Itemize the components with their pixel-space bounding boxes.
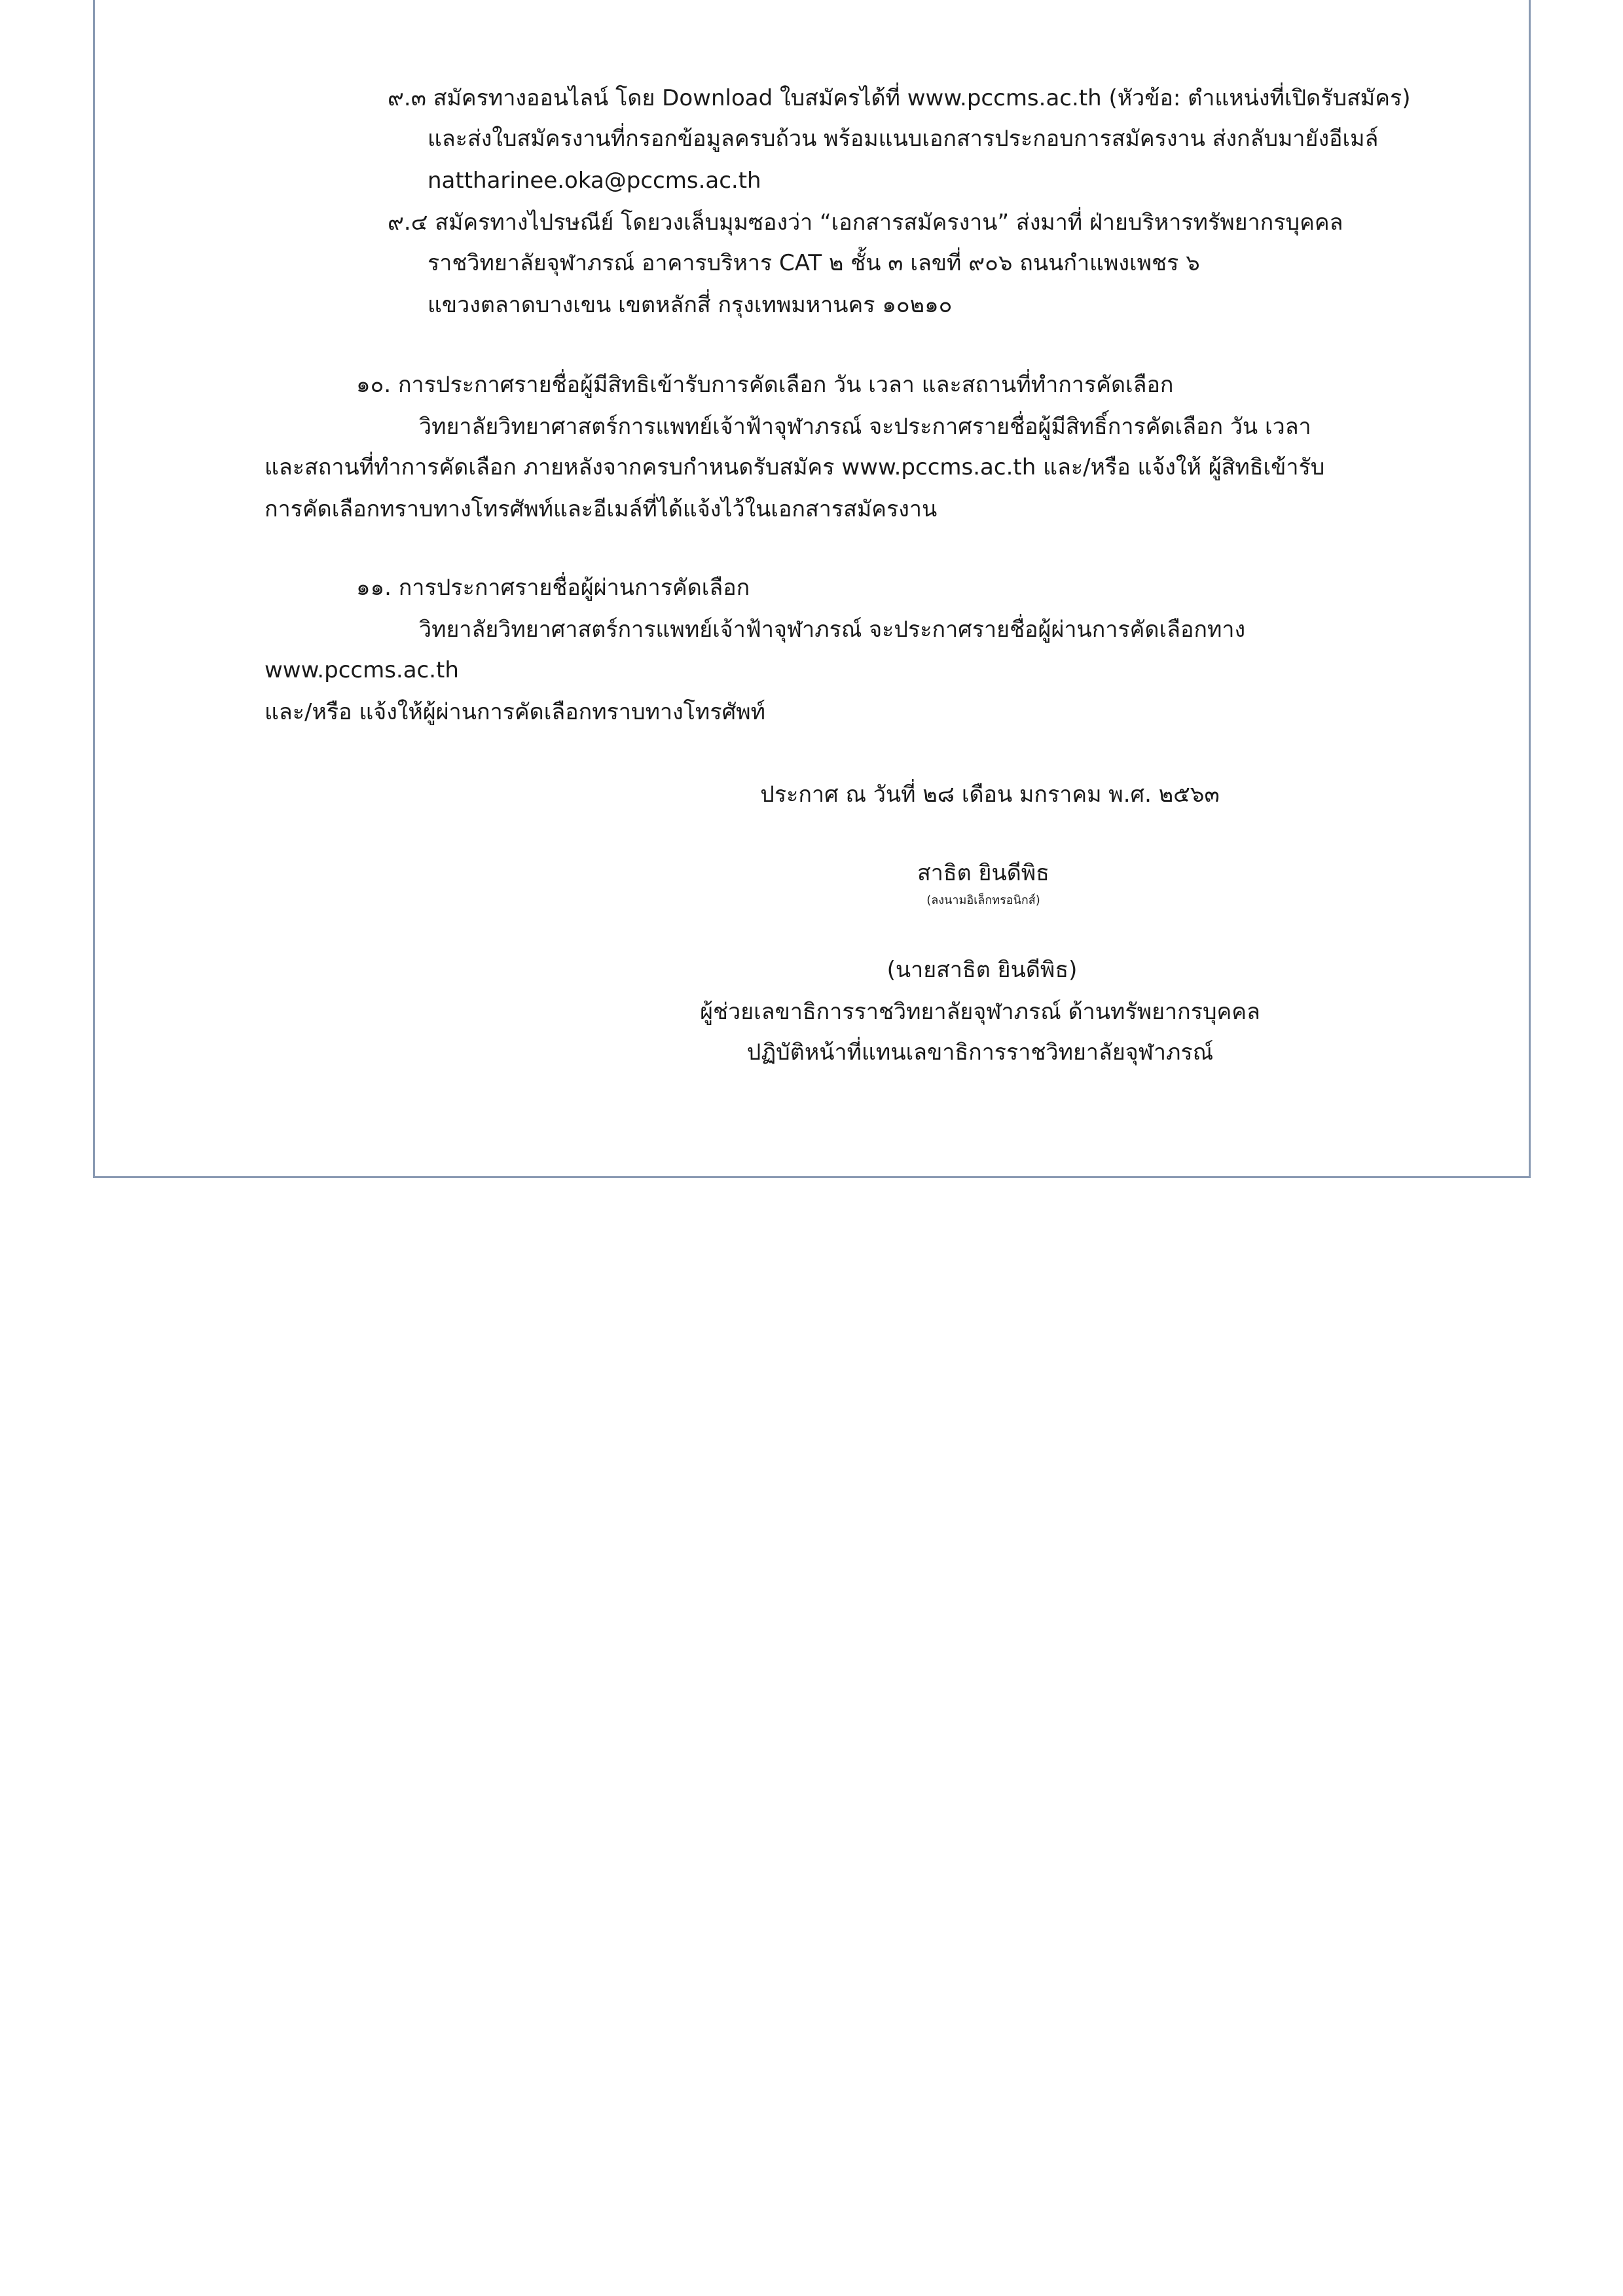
item-9-3-line-2: และส่งใบสมัครงานที่กรอกข้อมูลครบถ้วน พร้อมแนบเอกสารประกอบการสมัครงาน ส่งกลับมายังอีเมล์	[428, 126, 1379, 152]
section-10-heading: ๑๐. การประกาศรายชื่อผู้มีสิทธิเข้ารับการคัดเลือก วัน เวลา และสถานที่ทำการคัดเลือก	[356, 372, 1174, 398]
section-11-line-3: และ/หรือ แจ้งให้ผู้ผ่านการคัดเลือกทราบทางโทรศัพท์	[264, 699, 766, 725]
item-9-4-line-3: แขวงตลาดบางเขน เขตหลักสี่ กรุงเทพมหานคร ๑๐๒๑๐	[428, 292, 953, 318]
item-9-3-line-1: ๙.๓ สมัครทางออนไลน์ โดย Download ใบสมัครได้ที่ www.pccms.ac.th (หัวข้อ: ตำแหน่งที่เปิดรับสมัคร)	[388, 85, 1411, 111]
section-11-line-1: วิทยาลัยวิทยาศาสตร์การแพทย์เจ้าฟ้าจุฬาภรณ์ จะประกาศรายชื่อผู้ผ่านการคัดเลือกทาง	[419, 617, 1246, 643]
signature-note: (ลงนามอิเล็กทรอนิกส์)	[926, 893, 1040, 907]
signatory-position-1: ผู้ช่วยเลขาธิการราชวิทยาลัยจุฬาภรณ์ ด้านทรัพยากรบุคคล	[700, 999, 1260, 1025]
section-10-line-1: วิทยาลัยวิทยาศาสตร์การแพทย์เจ้าฟ้าจุฬาภรณ์ จะประกาศรายชื่อผู้มีสิทธิ์การคัดเลือก วัน เวลา	[419, 414, 1311, 440]
item-9-3-email: nattharinee.oka@pccms.ac.th	[428, 168, 761, 194]
announcement-date: ประกาศ ณ วันที่ ๒๘ เดือน มกราคม พ.ศ. ๒๕๖๓	[760, 781, 1220, 808]
signatory-position-2: ปฏิบัติหน้าที่แทนเลขาธิการราชวิทยาลัยจุฬาภรณ์	[746, 1039, 1214, 1066]
signatory-full-name: (นายสาธิต ยินดีพิธ)	[886, 957, 1078, 983]
section-10-line-2: และสถานที่ทำการคัดเลือก ภายหลังจากครบกำหนดรับสมัคร www.pccms.ac.th และ/หรือ แจ้งให้ ผู้สิทธิเข้ารับ	[264, 454, 1325, 480]
section-10-line-3: การคัดเลือกทราบทางโทรศัพท์และอีเมล์ที่ได้แจ้งไว้ในเอกสารสมัครงาน	[264, 496, 938, 522]
section-11-url: www.pccms.ac.th	[264, 657, 459, 683]
item-9-4-line-1: ๙.๔ สมัครทางไปรษณีย์ โดยวงเล็บมุมซองว่า “เอกสารสมัครงาน” ส่งมาที่ ฝ่ายบริหารทรัพยากรบุคคล	[388, 209, 1343, 236]
signature-name: สาธิต ยินดีพิธ	[917, 860, 1049, 886]
item-9-4-line-2: ราชวิทยาลัยจุฬาภรณ์ อาคารบริหาร CAT ๒ ชั้น ๓ เลขที่ ๙๐๖ ถนนกำแพงเพชร ๖	[428, 250, 1200, 276]
section-11-heading: ๑๑. การประกาศรายชื่อผู้ผ่านการคัดเลือก	[356, 575, 750, 601]
